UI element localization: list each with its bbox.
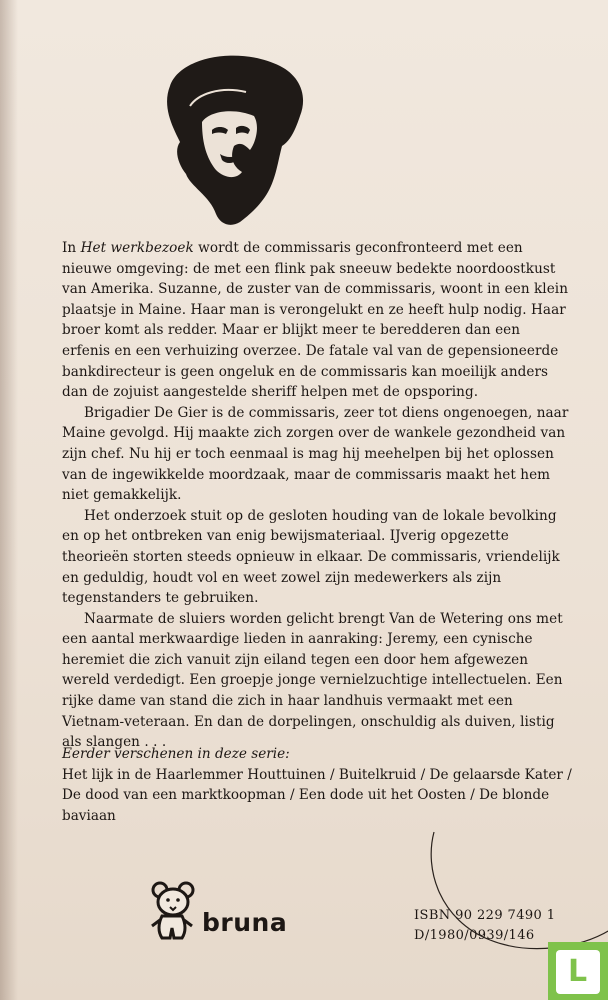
- dick-bruna-bear-icon: [148, 880, 206, 942]
- synopsis-paragraph-2: Brigadier De Gier is de commissaris, zeer tot diens ongenoegen, naar Maine gevolgd. Hij maakte zich zorgen over de wankele gezondheid van zijn chef. Nu hij er toch eenmaal is mag hij meehelpen bij het oplossen van de ingewikkelde moordzaak, maar de commissaris maakt het hem niet gemakkelijk.: [62, 404, 569, 504]
- isbn-number: ISBN 90 229 7490 1: [414, 908, 556, 923]
- synopsis-paragraph-1: [62, 238, 572, 403]
- synopsis-lead: In: [62, 240, 81, 256]
- publisher-name: bruna: [202, 908, 288, 937]
- publisher-logo: [148, 880, 298, 942]
- spine-shadow: [0, 0, 18, 1000]
- sticker-badge: [556, 950, 600, 994]
- earlier-titles-list: Het lijk in de Haarlemmer Houttuinen / Buitelkruid / De gelaarsde Kater / De dood van een marktkoopman / Een dode uit het Oosten / De blonde baviaan: [62, 766, 572, 824]
- deposit-number: D/1980/0939/146: [414, 928, 535, 943]
- synopsis-text: wordt de commissaris geconfronteerd met een nieuwe omgeving: de met een flink pak sneeuw bedekte noordoostkust van Amerika. Suzanne, de zuster van de commissaris, woont in een klein plaatsje in Maine. Haar man is verongelukt en ze heeft hulp nodig. Haar broer komt als redder. Maar er blijkt meer te beredderen dan een erfenis en een verhuizing overzee. De fatale val van de gepensioneerde bankdirecteur is geen ongeluk en de commissaris kan moeilijk anders dan de zojuist aangestelde sheriff helpen met de opsporing.: [62, 240, 568, 401]
- isbn-block: [414, 906, 594, 946]
- synopsis-paragraph-4: Naarmate de sluiers worden gelicht brengt Van de Wetering ons met een aantal merkwaardige lieden in aanraking: Jeremy, een cynische heremiet die zich vanuit zijn eiland tegen een door hem afgewezen wereld verdedigt. Een groepje jonge vernielzuchtige intellectuelen. Een rijke dame van stand die zich in haar landhuis vermaakt met een Vietnam-veteraan. En dan de dorpelingen, onschuldig als duiven, listig als slangen . . .: [62, 610, 563, 751]
- shop-sticker: [548, 942, 608, 1000]
- synopsis-paragraph-3: Het onderzoek stuit op de gesloten houding van de lokale bevolking en op het ontbreken van enig bewijsmateriaal. IJverig opgezette theorieën storten steeds opnieuw in elkaar. De commissaris, vriendelijk en geduldig, houdt vol en weet zowel zijn medewerkers als zijn tegenstanders te gebruiken.: [62, 507, 560, 607]
- sticker-glyph: L: [568, 954, 588, 989]
- synopsis: [62, 238, 572, 753]
- author-portrait-icon: [150, 46, 310, 228]
- book-title-inline: Het werkbezoek: [80, 240, 194, 256]
- earlier-titles-heading: Eerder verschenen in deze serie:: [62, 746, 290, 762]
